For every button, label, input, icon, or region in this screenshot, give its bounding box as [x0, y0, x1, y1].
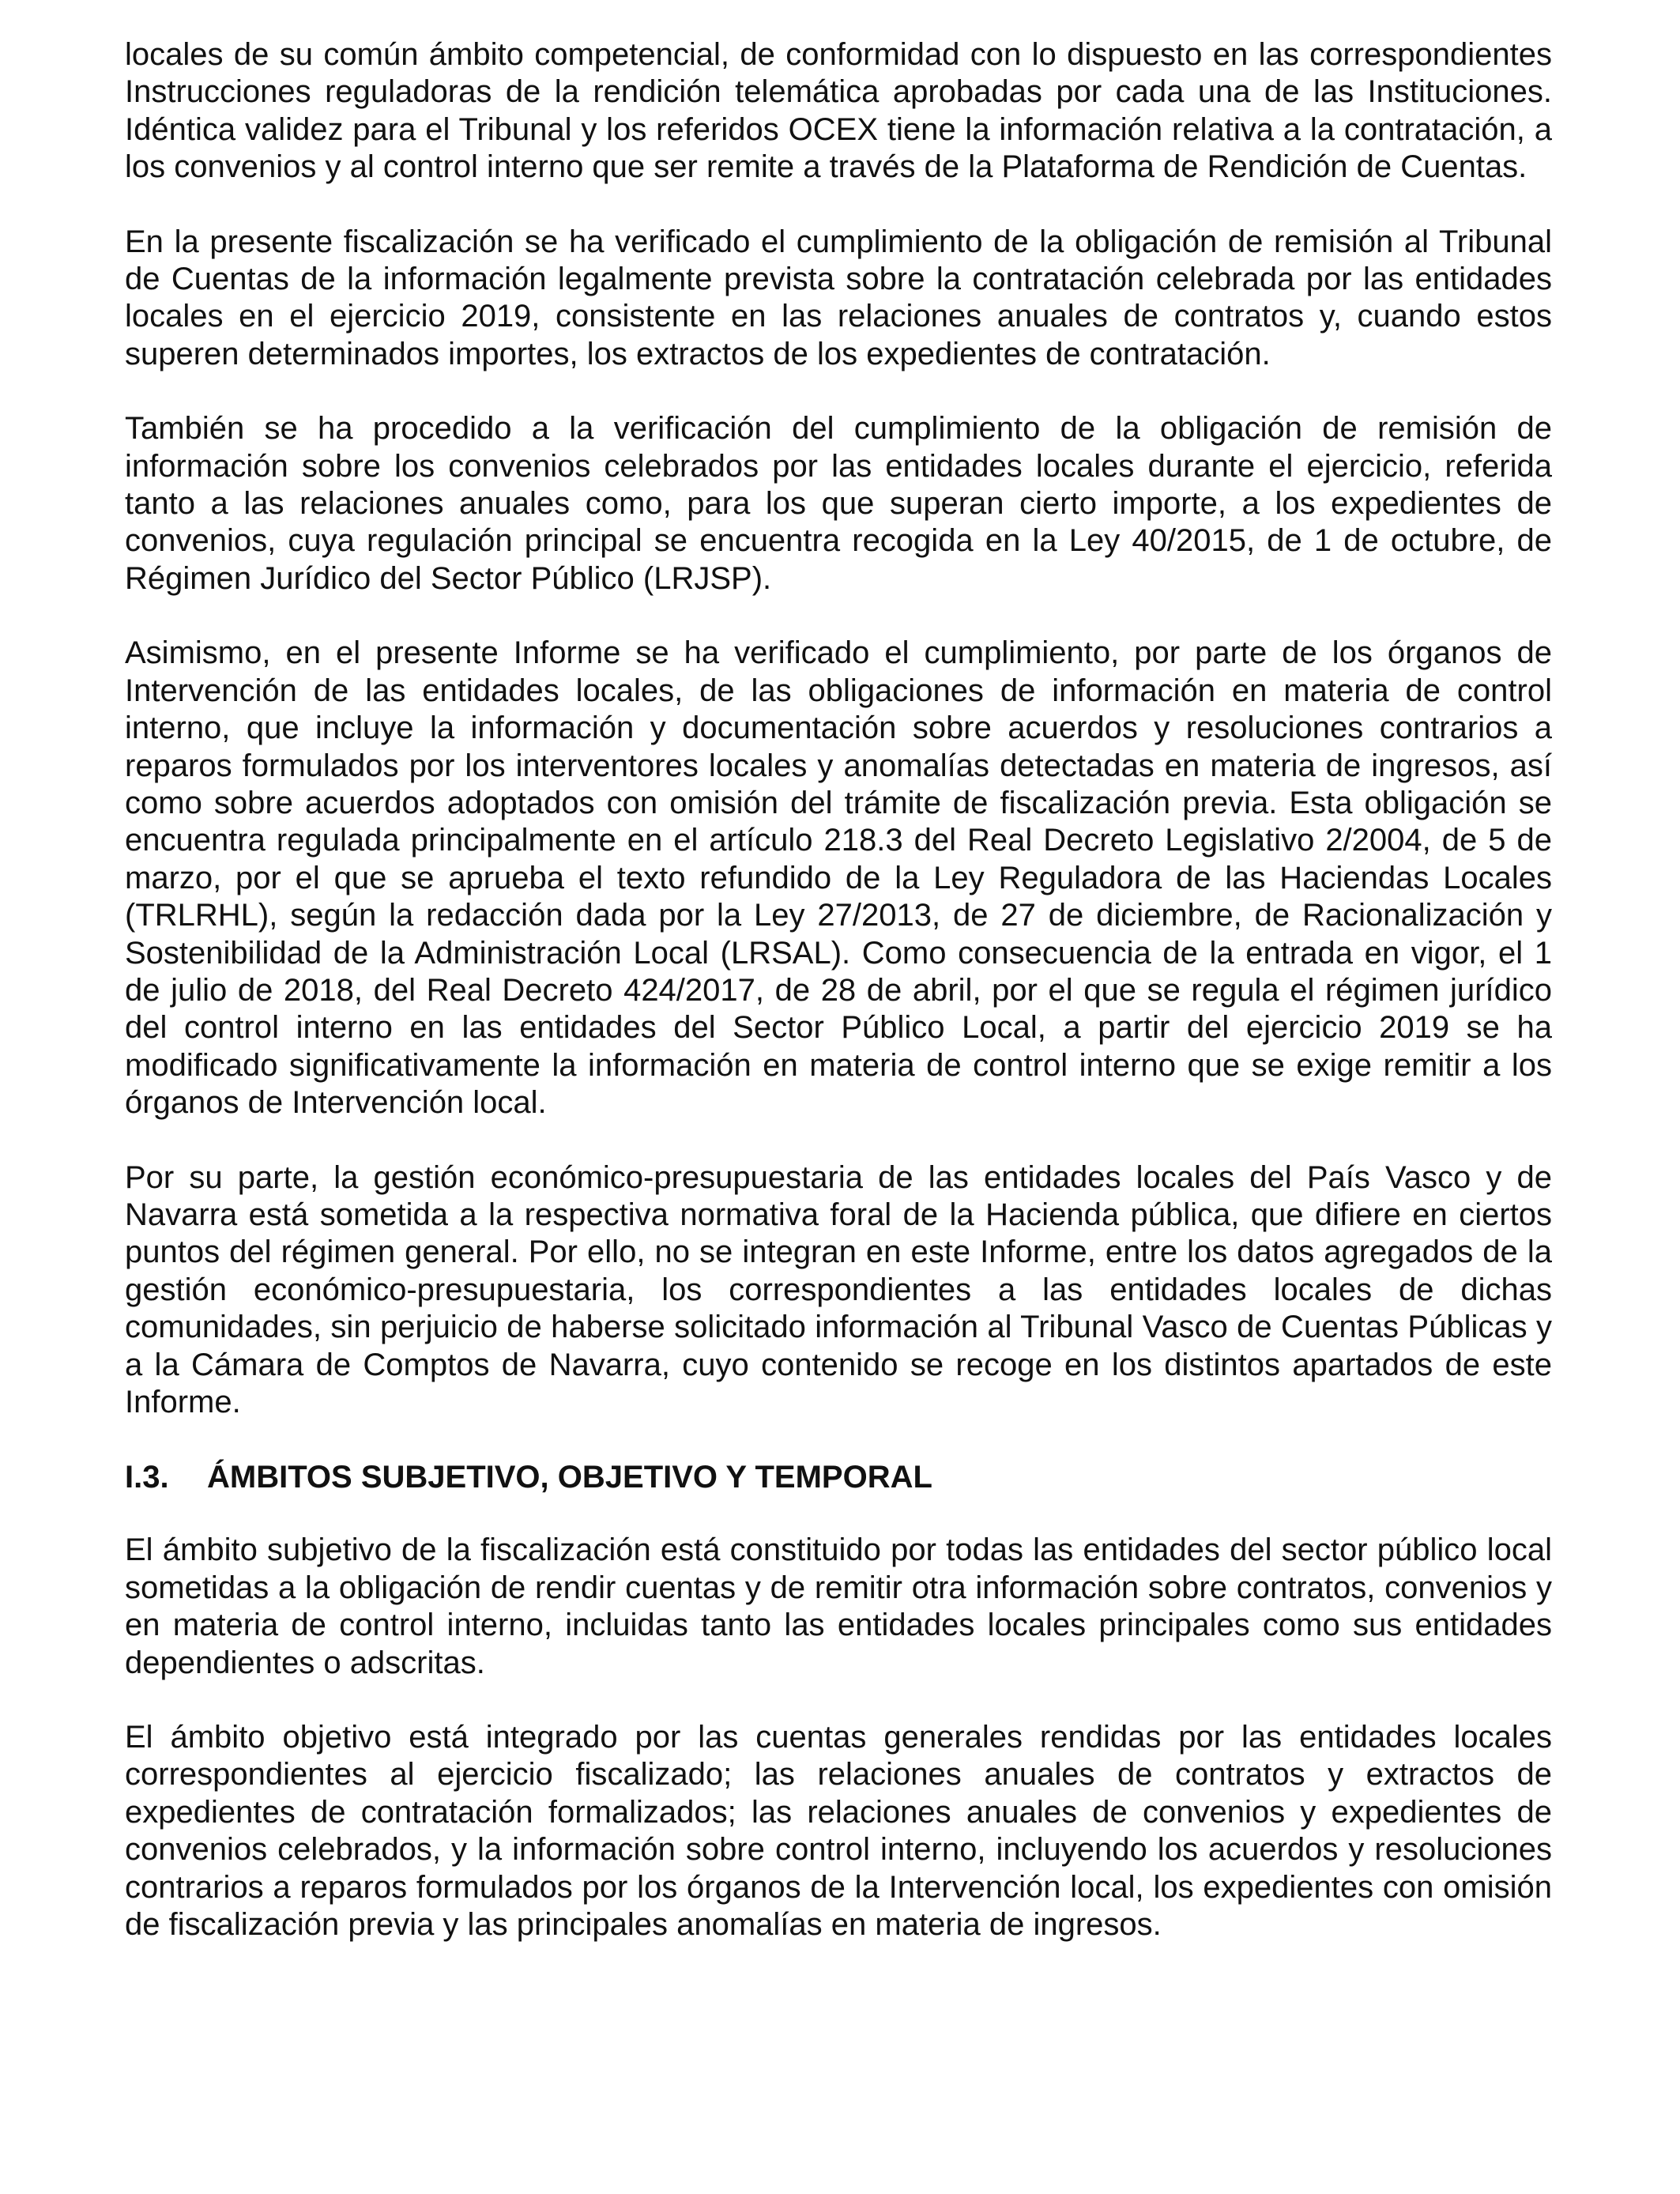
paragraph-pais-vasco-navarra: Por su parte, la gestión económico-presupuestaria de las entidades locales del País Vasco y de Navarra está sometida a la respectiva normativa foral de la Hacienda pública, que difiere en ciertos puntos del régimen general. Por ello, no se integran en este Informe, entre los datos agregados de la gestión económico-presupuestaria, los correspondientes a las entidades locales de dichas comunidades, sin perjuicio de haberse solicitado información al Tribunal Vasco de Cuentas Públicas y a la Cámara de Comptos de Navarra, cuyo contenido se recoge en los distintos apartados de este Informe. [125, 1159, 1552, 1419]
paragraph-rendicion-telematica: locales de su común ámbito competencial, de conformidad con lo dispuesto en las correspondientes Instrucciones reguladoras de la rendición telemática aprobadas por cada una de las Instituciones. Idéntica validez para el Tribunal y los referidos OCEX tiene la información relativa a la contratación, a los convenios y al control interno que ser remite a través de la Plataforma de Rendición de Cuentas. [125, 37, 1552, 185]
document-page [125, 36, 1552, 1981]
section-title: ÁMBITOS SUBJETIVO, OBJETIVO Y TEMPORAL [207, 1460, 932, 1495]
paragraph-ambito-objetivo: El ámbito objetivo está integrado por las cuentas generales rendidas por las entidades locales correspondientes al ejercicio fiscalizado; las relaciones anuales de contratos y extractos de expedientes de contratación formalizados; las relaciones anuales de convenios y expedientes de convenios celebrados, y la información sobre control interno, incluyendo los acuerdos y resoluciones contrarios a reparos formulados por los órganos de la Intervención local, los expedientes con omisión de fiscalización previa y las principales anomalías en materia de ingresos. [125, 1720, 1552, 1943]
section-number: I.3. [125, 1460, 169, 1495]
paragraph-convenios: También se ha procedido a la verificación del cumplimiento de la obligación de remisión de información sobre los convenios celebrados por las entidades locales durante el ejercicio, referida tanto a las relaciones anuales como, para los que superan cierto importe, a los expedientes de convenios, cuya regulación principal se encuentra recogida en la Ley 40/2015, de 1 de octubre, de Régimen Jurídico del Sector Público (LRJSP). [125, 411, 1552, 596]
section-heading [125, 1459, 1552, 1496]
paragraph-control-interno: Asimismo, en el presente Informe se ha verificado el cumplimiento, por parte de los órganos de Intervención de las entidades locales, de las obligaciones de información en materia de control interno, que incluye la información y documentación sobre acuerdos y resoluciones contrarios a reparos formulados por los interventores locales y anomalías detectadas en materia de ingresos, así como sobre acuerdos adoptados con omisión del trámite de fiscalización previa. Esta obligación se encuentra regulada principalmente en el artículo 218.3 del Real Decreto Legislativo 2/2004, de 5 de marzo, por el que se aprueba el texto refundido de la Ley Reguladora de las Haciendas Locales (TRLRHL), según la redacción dada por la Ley 27/2013, de 27 de diciembre, de Racionalización y Sostenibilidad de la Administración Local (LRSAL). Como consecuencia de la entrada en vigor, el 1 de julio de 2018, del Real Decreto 424/2017, de 28 de abril, por el que se regula el régimen jurídico del control interno en las entidades del Sector Público Local, a partir del ejercicio 2019 se ha modificado significativamente la información en materia de control interno que se exige remitir a los órganos de Intervención local. [125, 635, 1552, 1121]
paragraph-contratacion: En la presente fiscalización se ha verificado el cumplimiento de la obligación de remisión al Tribunal de Cuentas de la información legalmente prevista sobre la contratación celebrada por las entidades locales en el ejercicio 2019, consistente en las relaciones anuales de contratos y, cuando estos superen determinados importes, los extractos de los expedientes de contratación. [125, 224, 1552, 371]
paragraph-ambito-subjetivo: El ámbito subjetivo de la fiscalización está constituido por todas las entidades del sector público local sometidas a la obligación de rendir cuentas y de remitir otra información sobre contratos, convenios y en materia de control interno, incluidas tanto las entidades locales principales como sus entidades dependientes o adscritas. [125, 1532, 1552, 1680]
